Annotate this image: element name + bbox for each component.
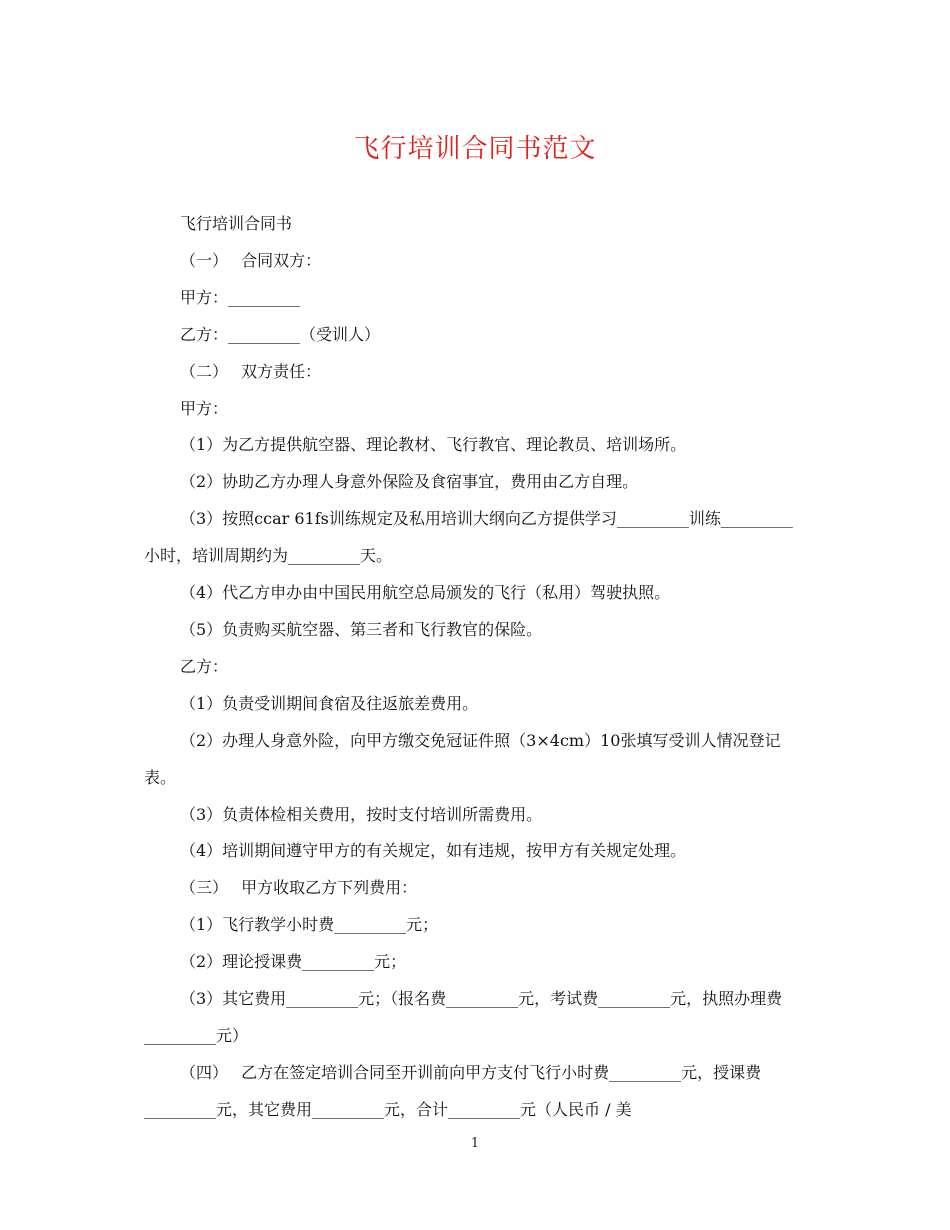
paragraph-party-b-label: 乙方： <box>180 656 229 676</box>
paragraph-a-item-4: （4）代乙方申办由中国民用航空总局颁发的飞行（私用）驾驶执照。 <box>180 583 671 603</box>
paragraph-contract-heading: 飞行培训合同书 <box>180 214 293 233</box>
paragraph-party-a: 甲方：_________ <box>180 287 301 307</box>
paragraph-a-item-3: （3）按照ccar 61fs训练规定及私用培训大纲向乙方提供学习_________训练_________小时，培训周期约为_________天。 <box>144 509 793 566</box>
paragraph-a-item-1: （1）为乙方提供航空器、理论教材、飞行教官、理论教员、培训场所。 <box>180 435 687 455</box>
paragraph-b-item-2: （2）办理人身意外险，向甲方缴交免冠证件照（3×4cm）10张填写受训人情况登记表。 <box>144 730 781 787</box>
document-title: 飞行培训合同书范文 <box>353 134 597 164</box>
paragraph-party-a-label: 甲方： <box>180 398 229 418</box>
paragraph-section-1: （一） 合同双方： <box>180 250 322 270</box>
paragraph-a-item-2: （2）协助乙方办理人身意外保险及食宿事宜，费用由乙方自理。 <box>180 472 639 492</box>
paragraph-party-b: 乙方：_________（受训人） <box>180 324 381 344</box>
paragraph-section-4: （四） 乙方在签定培训合同至开训前向甲方支付飞行小时费_________元，授课费_________元，其它费用_________元，合计_________元（人民币 / 美 <box>144 1062 762 1119</box>
paragraph-section-2: （二） 双方责任： <box>180 361 322 381</box>
paragraph-b-item-4: （4）培训期间遵守甲方的有关规定，如有违规，按甲方有关规定处理。 <box>180 841 687 861</box>
paragraph-a-item-5: （5）负责购买航空器、第三者和飞行教官的保险。 <box>180 619 543 639</box>
paragraph-fee-item-1: （1）飞行教学小时费_________元； <box>180 915 439 935</box>
paragraph-b-item-1: （1）负责受训期间食宿及往返旅差费用。 <box>180 693 479 713</box>
document-body <box>144 206 808 1129</box>
paragraph-section-3: （三） 甲方收取乙方下列费用： <box>180 878 418 898</box>
page-number: 1 <box>470 1136 480 1151</box>
paragraph-b-item-3: （3）负责体检相关费用，按时支付培训所需费用。 <box>180 804 543 824</box>
paragraph-fee-item-3: （3）其它费用_________元；（报名费_________元，考试费_________元，执照办理费_________元） <box>144 989 783 1045</box>
paragraph-fee-item-2: （2）理论授课费_________元； <box>180 952 407 972</box>
